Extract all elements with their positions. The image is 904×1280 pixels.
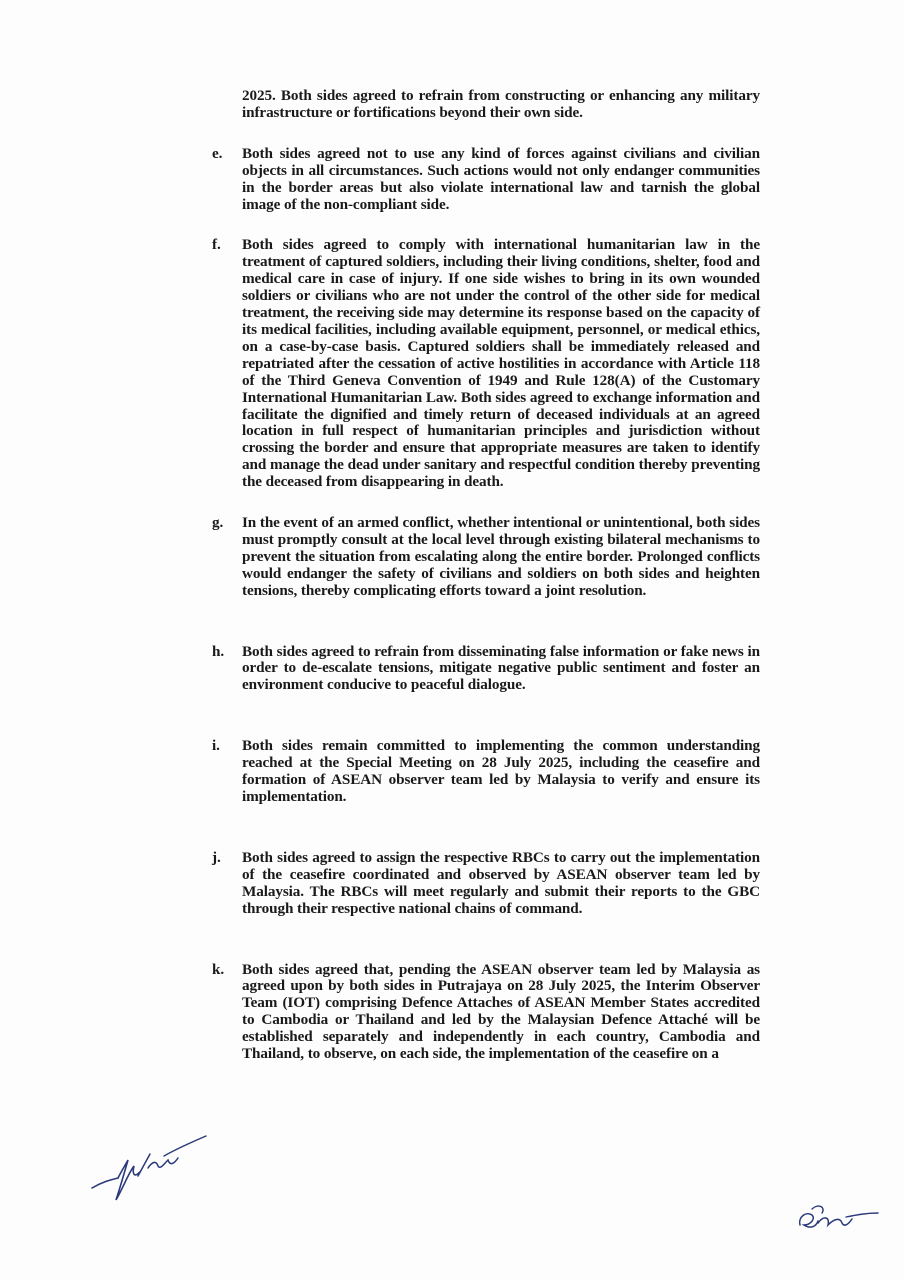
item-marker: i. [212, 737, 220, 755]
item-marker: k. [212, 960, 225, 978]
item-text: Both sides agreed that, pending the ASEAN observer team led by Malaysia as agreed upon by both sides in Putrajaya on 28 July 2025, the Interim Observer Team (IOT) comprising Defence Attaches of ASEAN Member States accredited to Cambodia or Thailand and led by the Malaysian Defence Attaché will be established separately and independently in each country, Cambodia and Thailand, to observe, on each side, the implementation of the ceasefire on a [242, 960, 760, 1063]
item-text: Both sides agreed to refrain from disseminating false information or fake news in order to de-escalate tensions, mitigate negative public sentiment and foster an environment conducive to peaceful dialogue. [242, 642, 760, 694]
list-item-j [212, 850, 760, 918]
signature-left [88, 1130, 208, 1210]
item-marker: h. [212, 642, 225, 660]
item-marker: f. [212, 236, 221, 254]
list-item-g [212, 515, 760, 600]
list-item-i [212, 738, 760, 806]
item-marker: j. [212, 848, 221, 866]
signature-right [790, 1195, 880, 1240]
item-text: Both sides remain committed to implementing the common understanding reached at the Special Meeting on 28 July 2025, including the ceasefire and formation of ASEAN observer team led by Malaysia to verify and ensure its implementation. [242, 737, 760, 805]
item-text: Both sides agreed to assign the respective RBCs to carry out the implementation of the ceasefire coordinated and observed by ASEAN observer team led by Malaysia. The RBCs will meet regularly and submit their reports to the GBC through their respective national chains of command. [242, 848, 760, 917]
document-body [212, 88, 760, 1063]
item-marker: g. [212, 514, 224, 532]
item-text: Both sides agreed to comply with international humanitarian law in the treatment of captured soldiers, including their living conditions, shelter, food and medical care in case of injury. If one side wishes to bring in its own wounded soldiers or civilians who are not under the control of the other side for medical treatment, the receiving side may determine its response based on the capacity of its medical facilities, including available equipment, personnel, or medical ethics, on a case-by-case basis. Captured soldiers shall be immediately released and repatriated after the cessation of active hostilities in accordance with Article 118 of the Third Geneva Convention of 1949 and Rule 128(A) of the Customary International Humanitarian Law. Both sides agreed to exchange information and facilitate the dignified and timely return of deceased individuals at an agreed location in full respect of humanitarian principles and jurisdiction without crossing the border and ensure that appropriate measures are taken to identify and manage the dead under sanitary and respectful condition thereby preventing the deceased from disappearing in death. [242, 236, 760, 491]
list-item-k [212, 962, 760, 1063]
item-text: Both sides agreed not to use any kind of forces against civilians and civilian objects in all circumstances. Such actions would not only endanger communities in the border areas but also violate international law and tarnish the global image of the non-compliant side. [242, 144, 760, 213]
item-text: In the event of an armed conflict, whether intentional or unintentional, both sides must promptly consult at the local level through existing bilateral mechanisms to prevent the situation from escalating along the entire border. Prolonged conflicts would endanger the safety of civilians and soldiers on both sides and heighten tensions, thereby complicating efforts toward a joint resolution. [242, 514, 760, 599]
continuation-paragraph: 2025. Both sides agreed to refrain from constructing or enhancing any military infrastructure or fortifications beyond their own side. [242, 87, 760, 121]
list-item-f [212, 237, 760, 491]
list-item-e [212, 146, 760, 214]
list-item-h [212, 644, 760, 695]
item-marker: e. [212, 144, 223, 162]
